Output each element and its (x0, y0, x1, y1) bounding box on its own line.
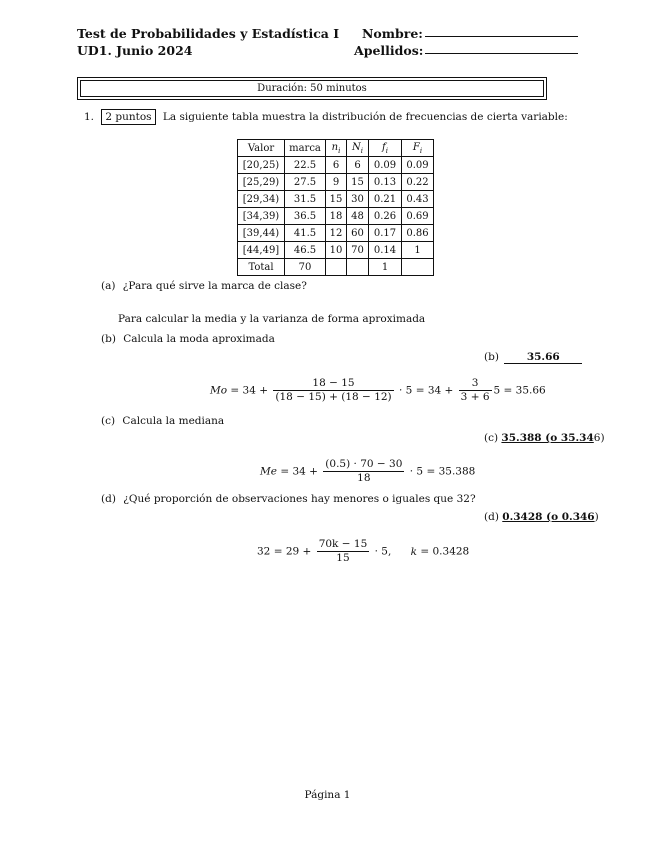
part-question: ¿Para qué sirve la marca de clase? (122, 280, 307, 292)
column-header: Valor (238, 140, 285, 157)
table-cell: 46.5 (285, 242, 326, 259)
surname-field[interactable] (425, 53, 578, 54)
answer-d: (d) 0.3428 (o 0.346) (484, 511, 599, 523)
answer-d-value: 0.3428 (o 0.346 (502, 511, 595, 523)
duration-box (77, 77, 547, 100)
column-header: marca (285, 140, 326, 157)
part-c (101, 415, 224, 427)
table-row (238, 242, 434, 259)
table-row (238, 225, 434, 242)
part-label: (c) (101, 415, 116, 427)
table-cell: [34,39) (238, 208, 285, 225)
table-row (238, 174, 434, 191)
column-header: $N_i$ (347, 140, 369, 157)
table-cell (326, 259, 347, 276)
table-cell: 10 (326, 242, 347, 259)
table-cell: [29,34) (238, 191, 285, 208)
surname-label: Apellidos: (354, 43, 424, 58)
points-badge: 2 puntos (101, 109, 155, 125)
question-number: 1. (84, 111, 95, 123)
table-cell: 0.26 (369, 208, 402, 225)
name-field[interactable] (425, 36, 578, 37)
table-cell: 70 (285, 259, 326, 276)
table-row (238, 191, 434, 208)
table-cell: 0.21 (369, 191, 402, 208)
part-a (101, 280, 307, 292)
table-cell: Total (238, 259, 285, 276)
table-cell: 0.17 (369, 225, 402, 242)
table-cell: 12 (326, 225, 347, 242)
table-cell: [44,49] (238, 242, 285, 259)
name-label: Nombre: (362, 26, 423, 41)
exam-subtitle: UD1. Junio 2024 (77, 43, 193, 58)
table-cell: 1 (369, 259, 402, 276)
part-question: Calcula la moda aproximada (123, 333, 275, 345)
answer-b-value: 35.66 (504, 351, 582, 364)
table-cell: 31.5 (285, 191, 326, 208)
frequency-table (237, 139, 434, 276)
table-cell: 0.14 (369, 242, 402, 259)
table-cell: 6 (326, 157, 347, 174)
part-a-answer: Para calcular la media y la varianza de forma aproximada (118, 313, 426, 325)
column-header: $f_i$ (369, 140, 402, 157)
part-question: Calcula la mediana (122, 415, 225, 427)
table-cell: 70 (347, 242, 369, 259)
table-cell: 18 (326, 208, 347, 225)
part-label: (d) (101, 493, 116, 505)
part-question: ¿Qué proporción de observaciones hay menores o iguales que 32? (123, 493, 476, 505)
table-cell: 36.5 (285, 208, 326, 225)
part-d (101, 493, 476, 505)
page-number: Página 1 (304, 789, 351, 801)
equation-c: Me = 34 + $\frac{(0.5) \cdot 70 - 30}{18}$ · 5 = 35.388 (260, 458, 476, 484)
table-cell: 15 (347, 174, 369, 191)
part-label: (b) (101, 333, 116, 345)
table-cell: [20,25) (238, 157, 285, 174)
table-cell: 0.43 (402, 191, 434, 208)
question-text: La siguiente tabla muestra la distribución de frecuencias de cierta variable: (162, 111, 568, 123)
table-row (238, 259, 434, 276)
table-cell: 27.5 (285, 174, 326, 191)
table-cell: 15 (326, 191, 347, 208)
column-header: $n_i$ (326, 140, 347, 157)
column-header: $F_i$ (402, 140, 434, 157)
table-cell (402, 259, 434, 276)
answer-c-value: 35.388 (o 35.34 (501, 432, 594, 444)
equation-d: 32 = 29 + $\frac{70k - 15}{15}$ · 5, k = 0.3428 (257, 538, 470, 564)
answer-b: (b) 35.66 (484, 351, 582, 364)
part-b (101, 333, 275, 345)
table-header-row (238, 140, 434, 157)
table-cell: 41.5 (285, 225, 326, 242)
table-row (238, 157, 434, 174)
duration-text: Duración: 50 minutos (80, 80, 544, 97)
table-cell: 9 (326, 174, 347, 191)
table-cell: 6 (347, 157, 369, 174)
question-1 (84, 111, 568, 123)
table-cell: 30 (347, 191, 369, 208)
table-cell: [25,29) (238, 174, 285, 191)
equation-b: Mo = 34 + $\frac{18 - 15}{(18 - 15) + (18 - 12)}$ · 5 = 34 + $\frac{3}{3 + 6}$ 5 = 35.66 (210, 377, 546, 403)
table-cell: 1 (402, 242, 434, 259)
table-cell: 22.5 (285, 157, 326, 174)
table-cell: 0.22 (402, 174, 434, 191)
table-cell: 0.69 (402, 208, 434, 225)
answer-c: (c) 35.388 (o 35.346) (484, 432, 605, 444)
table-cell: 0.09 (402, 157, 434, 174)
exam-title: Test de Probabilidades y Estadística I (77, 26, 340, 41)
table-cell: 0.13 (369, 174, 402, 191)
table-cell: 60 (347, 225, 369, 242)
table-cell: [39,44) (238, 225, 285, 242)
table-cell: 0.09 (369, 157, 402, 174)
table-cell (347, 259, 369, 276)
part-label: (a) (101, 280, 116, 292)
table-row (238, 208, 434, 225)
table-cell: 0.86 (402, 225, 434, 242)
table-cell: 48 (347, 208, 369, 225)
